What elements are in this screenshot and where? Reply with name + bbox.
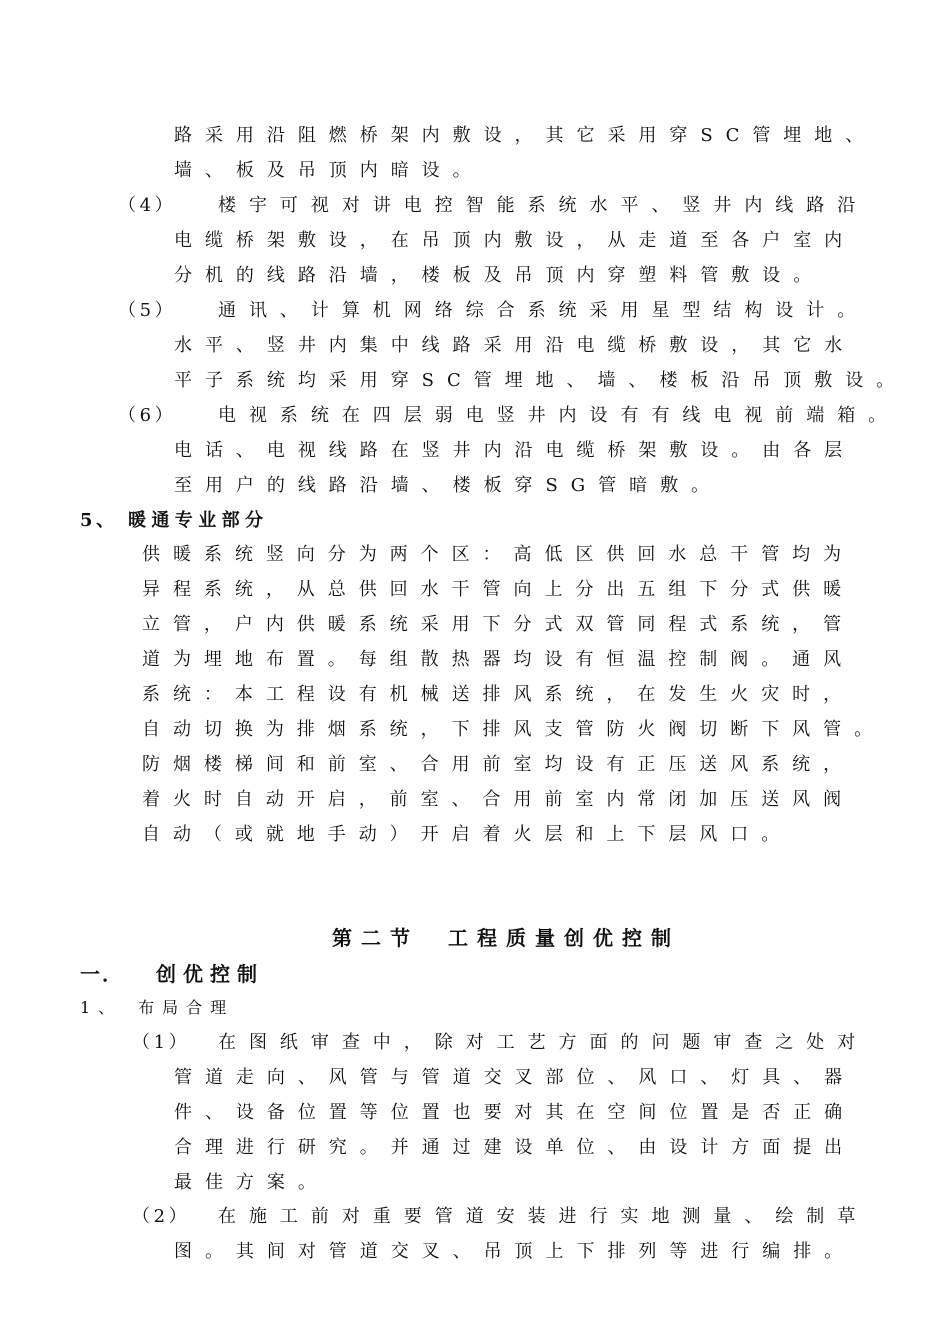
- subheading: 1、 布局合理: [80, 998, 235, 1017]
- text-line: 最佳方案。: [174, 1172, 329, 1193]
- text-line: 件、设备位置等位置也要对其在空间位置是否正确: [174, 1102, 856, 1123]
- text-line: 在图纸审查中，除对工艺方面的问题审查之处对: [218, 1032, 869, 1053]
- text-line: 路采用沿阻燃桥架内敷设，其它采用穿SC管埋地、: [174, 125, 877, 146]
- section-heading: 暖通专业部分: [128, 510, 269, 531]
- text-line: 系统：本工程设有机械送排风系统，在发生火灾时，: [142, 684, 855, 705]
- heading-number: 一．: [80, 962, 124, 986]
- item-number: （4）: [118, 195, 177, 216]
- item-number: （5）: [118, 300, 177, 321]
- item-number: （6）: [118, 405, 177, 426]
- text-line: 楼宇可视对讲电控智能系统水平、竖井内线路沿: [218, 195, 869, 216]
- text-line: 电缆桥架敷设，在吊顶内敷设，从走道至各户室内: [174, 230, 856, 251]
- chapter-section-title: 第二节 工程质量创优控制: [332, 926, 680, 950]
- text-line: 管道走向、风管与管道交叉部位、风口、灯具、器: [174, 1067, 856, 1088]
- text-line: 平子系统均采用穿SC管埋地、墙、楼板沿吊顶敷设。: [174, 370, 908, 391]
- text-line: 至用户的线路沿墙、楼板穿SG管暗敷。: [174, 475, 722, 496]
- heading-title: 创优控制: [156, 962, 264, 986]
- text-line: 水平、竖井内集中线路采用沿电缆桥敷设，其它水: [174, 335, 856, 356]
- text-line: 着火时自动开启，前室、合用前室内常闭加压送风阀: [142, 789, 855, 810]
- text-line: 合理进行研究。并通过建设单位、由设计方面提出: [174, 1137, 856, 1158]
- item-number: （1）: [132, 1032, 191, 1053]
- item-number: （2）: [132, 1206, 191, 1227]
- text-line: 电视系统在四层弱电竖井内设有有线电视前端箱。: [218, 405, 900, 426]
- text-line: 电话、电视线路在竖井内沿电缆桥架敷设。由各层: [174, 440, 856, 461]
- section-number: 5、: [80, 510, 118, 531]
- text-line: 防烟楼梯间和前室、合用前室均设有正压送风系统，: [142, 754, 855, 775]
- text-line: 异程系统，从总供回水干管向上分出五组下分式供暖: [142, 579, 855, 600]
- text-line: 自动（或就地手动）开启着火层和上下层风口。: [142, 824, 793, 845]
- text-line: 道为埋地布置。每组散热器均设有恒温控制阀。通风: [142, 649, 855, 670]
- text-line: 墙、板及吊顶内暗设。: [174, 160, 484, 181]
- text-line: 自动切换为排烟系统，下排风支管防火阀切断下风管。: [142, 719, 886, 740]
- text-line: 分机的线路沿墙，楼板及吊顶内穿塑料管敷设。: [174, 265, 825, 286]
- text-line: 供暖系统竖向分为两个区：高低区供回水总干管均为: [142, 544, 855, 565]
- text-line: 在施工前对重要管道安装进行实地测量、绘制草: [218, 1206, 869, 1227]
- text-line: 通讯、计算机网络综合系统采用星型结构设计。: [218, 300, 869, 321]
- text-line: 立管，户内供暖系统采用下分式双管同程式系统，管: [142, 614, 855, 635]
- text-line: 图。其间对管道交叉、吊顶上下排列等进行编排。: [174, 1241, 856, 1262]
